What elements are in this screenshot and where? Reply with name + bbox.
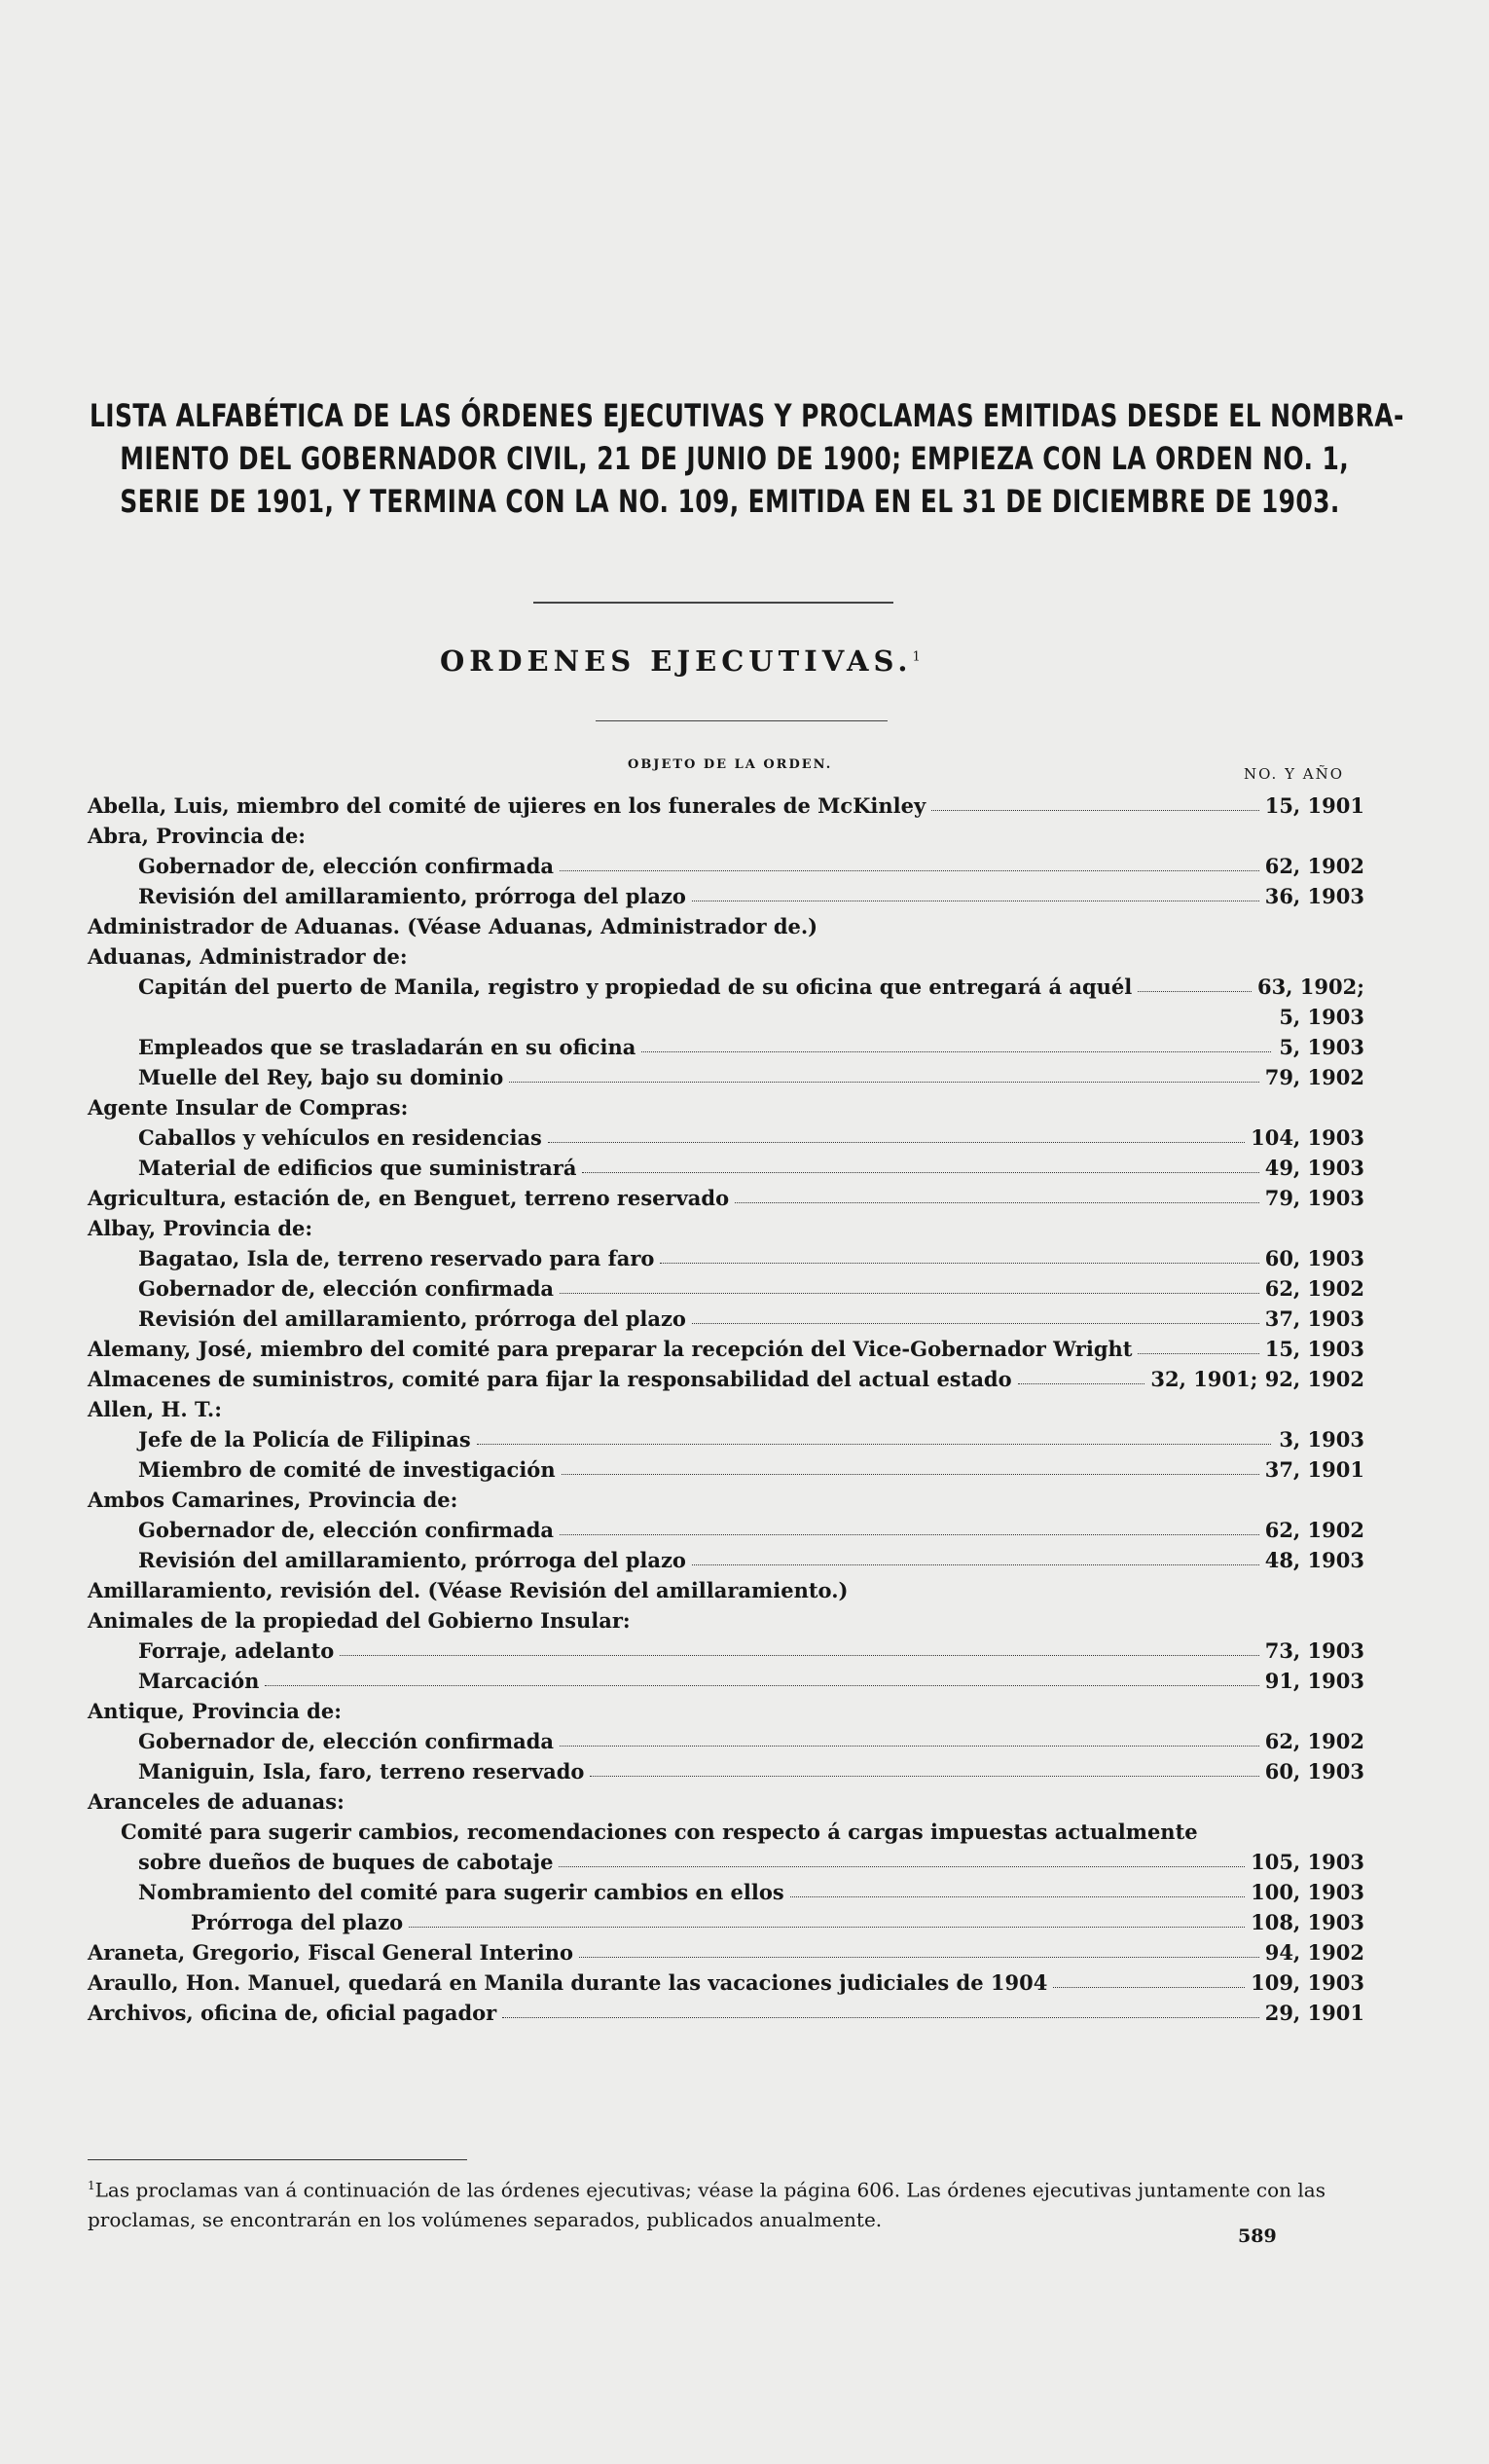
entry-row xyxy=(88,1937,1364,1968)
dot-leader xyxy=(340,1655,1258,1656)
dot-leader xyxy=(502,2017,1258,2018)
entry-row xyxy=(88,1092,1364,1122)
entry-ref: 3, 1903 xyxy=(1279,1427,1364,1452)
dot-leader xyxy=(265,1685,1258,1686)
entry-ref: 48, 1903 xyxy=(1264,1548,1364,1572)
page-number: 589 xyxy=(1238,2225,1277,2247)
entry-text: Administrador de Aduanas. (Véase Aduanas, Administrador de.) xyxy=(88,914,818,938)
entry-row xyxy=(88,1817,1364,1847)
entry-text: Almacenes de suministros, comité para fijar la responsabilidad del actual estado xyxy=(88,1367,1012,1391)
entry-text: Gobernador de, elección confirmada xyxy=(138,1729,555,1753)
entry-ref: 37, 1901 xyxy=(1264,1457,1364,1482)
entry-ref: 63, 1902; xyxy=(1256,975,1364,999)
entry-text: Alemany, José, miembro del comité para preparar la recepción del Vice-Gobernador Wright xyxy=(88,1337,1133,1361)
column-header-subject: OBJETO DE LA ORDEN. xyxy=(628,757,833,772)
entry-row xyxy=(88,1877,1364,1907)
entry-row xyxy=(88,851,1364,881)
entry-text: Araullo, Hon. Manuel, quedará en Manila durante las vacaciones judiciales de 1904 xyxy=(88,1970,1048,1995)
entry-row xyxy=(88,1243,1364,1273)
entry-text: Amillaramiento, revisión del. (Véase Revisión del amillaramiento.) xyxy=(88,1578,849,1602)
dot-leader xyxy=(560,1293,1259,1294)
dot-leader xyxy=(509,1082,1258,1083)
entry-ref: 100, 1903 xyxy=(1251,1880,1364,1904)
entry-row xyxy=(88,1273,1364,1304)
entry-ref: 62, 1902 xyxy=(1264,1276,1364,1301)
entry-ref: 109, 1903 xyxy=(1251,1970,1364,1995)
entry-row xyxy=(88,1002,1364,1032)
entry-row xyxy=(88,1998,1364,2028)
entry-ref: 79, 1902 xyxy=(1264,1065,1364,1089)
section-heading-text: ORDENES EJECUTIVAS. xyxy=(440,644,913,678)
entry-text: Nombramiento del comité para sugerir cambios en ellos xyxy=(138,1880,784,1904)
dot-leader xyxy=(559,1866,1245,1867)
entry-row xyxy=(88,881,1364,911)
entry-row xyxy=(88,821,1364,851)
entry-text: Revisión del amillaramiento, prórroga del plazo xyxy=(138,1306,686,1331)
dot-leader xyxy=(931,810,1259,811)
dot-leader xyxy=(692,1323,1259,1324)
entry-text: Aranceles de aduanas: xyxy=(88,1789,345,1814)
entry-text: Agricultura, estación de, en Benguet, terreno reservado xyxy=(88,1186,730,1210)
dot-leader xyxy=(735,1202,1259,1203)
dot-leader xyxy=(590,1776,1258,1777)
entry-row xyxy=(88,791,1364,821)
entry-row xyxy=(88,1636,1364,1666)
dot-leader xyxy=(579,1957,1259,1958)
entry-ref: 62, 1902 xyxy=(1264,1518,1364,1542)
entry-row xyxy=(88,1968,1364,1998)
entry-row xyxy=(88,1786,1364,1817)
entry-ref: 79, 1903 xyxy=(1264,1186,1364,1210)
entry-row xyxy=(88,1907,1364,1937)
entry-ref: 60, 1903 xyxy=(1264,1759,1364,1784)
entry-text: Antique, Provincia de: xyxy=(88,1699,342,1723)
entry-row xyxy=(88,1485,1364,1515)
dot-leader xyxy=(660,1263,1258,1264)
entry-ref: 15, 1903 xyxy=(1264,1337,1364,1361)
dot-leader xyxy=(1053,1987,1245,1988)
entries-list xyxy=(88,791,1364,2028)
entry-ref: 15, 1901 xyxy=(1264,793,1364,818)
entry-text: Ambos Camarines, Provincia de: xyxy=(88,1488,458,1512)
entry-row xyxy=(88,1666,1364,1696)
dot-leader xyxy=(548,1142,1245,1143)
dot-leader xyxy=(409,1927,1245,1928)
entry-row xyxy=(88,1213,1364,1243)
entry-ref: 29, 1901 xyxy=(1264,2001,1364,2025)
entry-text: Miembro de comité de investigación xyxy=(138,1457,556,1482)
dot-leader xyxy=(560,1746,1259,1747)
entry-text: Allen, H. T.: xyxy=(88,1397,222,1421)
entry-row xyxy=(88,1605,1364,1636)
entry-row xyxy=(88,1122,1364,1153)
entry-row xyxy=(88,1062,1364,1092)
footnote-text: Las proclamas van á continuación de las órdenes ejecutivas; véase la página 606. Las órdenes ejecutivas juntamente con las proclamas, se encontrarán en los volúmenes separados, publicados anualmente. xyxy=(88,2178,1326,2231)
entry-text: Gobernador de, elección confirmada xyxy=(138,1518,555,1542)
dot-leader xyxy=(560,1534,1259,1535)
entry-text: Aduanas, Administrador de: xyxy=(88,944,408,969)
entry-text: Gobernador de, elección confirmada xyxy=(138,854,555,878)
entry-ref: 5, 1903 xyxy=(1279,1005,1364,1029)
footnote-mark: 1 xyxy=(88,2179,95,2192)
entry-text: Animales de la propiedad del Gobierno Insular: xyxy=(88,1608,631,1633)
entry-row xyxy=(88,911,1364,941)
entry-row xyxy=(88,1515,1364,1545)
entry-text: Archivos, oficina de, oficial pagador xyxy=(88,2001,497,2025)
entry-row xyxy=(88,1575,1364,1605)
entry-text: Caballos y vehículos en residencias xyxy=(138,1125,542,1150)
entry-ref: 105, 1903 xyxy=(1251,1850,1364,1874)
entry-row xyxy=(88,1756,1364,1786)
entry-ref: 94, 1902 xyxy=(1264,1940,1364,1965)
entry-text: Albay, Provincia de: xyxy=(88,1216,313,1240)
entry-text: Revisión del amillaramiento, prórroga del plazo xyxy=(138,884,686,908)
section-heading xyxy=(440,644,1024,678)
entry-ref: 104, 1903 xyxy=(1251,1125,1364,1150)
entry-ref: 5, 1903 xyxy=(1279,1035,1364,1059)
dot-leader xyxy=(477,1444,1271,1445)
entry-row xyxy=(88,1726,1364,1756)
title-line: LISTA ALFABÉTICA DE LAS ÓRDENES EJECUTIVAS Y PROCLAMAS EMITIDAS DESDE EL NOMBRA- xyxy=(90,397,1404,434)
entry-text: Muelle del Rey, bajo su dominio xyxy=(138,1065,504,1089)
entry-text: Material de edificios que suministrará xyxy=(138,1156,577,1180)
footnote xyxy=(88,2171,1362,2234)
entry-ref: 32, 1901; 92, 1902 xyxy=(1150,1367,1364,1391)
entry-row xyxy=(88,1183,1364,1213)
entry-row xyxy=(88,1696,1364,1726)
entry-row xyxy=(88,1153,1364,1183)
entry-text: Comité para sugerir cambios, recomendaciones con respecto á cargas impuestas actualmente xyxy=(121,1820,1198,1844)
entry-text: Abra, Provincia de: xyxy=(88,824,307,848)
entry-row xyxy=(88,1454,1364,1485)
column-header-number-year: NO. Y AÑO xyxy=(1244,765,1345,783)
entry-row xyxy=(88,1032,1364,1062)
entry-text: Forraje, adelanto xyxy=(138,1638,335,1663)
dot-leader xyxy=(562,1474,1259,1475)
entry-row xyxy=(88,1334,1364,1364)
entry-text: Gobernador de, elección confirmada xyxy=(138,1276,555,1301)
title-line: MIENTO DEL GOBERNADOR CIVIL, 21 DE JUNIO DE 1900; EMPIEZA CON LA ORDEN NO. 1, xyxy=(120,440,1350,477)
list-title xyxy=(90,394,1404,523)
entry-text: sobre dueños de buques de cabotaje xyxy=(138,1850,554,1874)
entry-row xyxy=(88,1545,1364,1575)
entry-ref: 60, 1903 xyxy=(1264,1246,1364,1270)
entry-row xyxy=(88,1847,1364,1877)
entry-text: Maniguin, Isla, faro, terreno reservado xyxy=(138,1759,585,1784)
entry-ref: 37, 1903 xyxy=(1264,1306,1364,1331)
section-heading-footnote-mark: 1 xyxy=(912,649,921,665)
dot-leader xyxy=(1018,1383,1145,1384)
dot-leader xyxy=(641,1051,1271,1052)
dot-leader xyxy=(582,1172,1258,1173)
entry-row xyxy=(88,1364,1364,1394)
entry-text: Revisión del amillaramiento, prórroga del plazo xyxy=(138,1548,686,1572)
entry-ref: 108, 1903 xyxy=(1251,1910,1364,1934)
entry-text: Capitán del puerto de Manila, registro y propiedad de su oficina que entregará á aquél xyxy=(138,975,1133,999)
entry-row xyxy=(88,1394,1364,1424)
entry-text: Bagatao, Isla de, terreno reservado para faro xyxy=(138,1246,655,1270)
entry-row xyxy=(88,1424,1364,1454)
entry-text: Prórroga del plazo xyxy=(191,1910,404,1934)
entry-row xyxy=(88,941,1364,972)
entry-text: Araneta, Gregorio, Fiscal General Interino xyxy=(88,1940,573,1965)
dot-leader xyxy=(692,1564,1259,1565)
entry-ref: 91, 1903 xyxy=(1264,1669,1364,1693)
footnote-rule xyxy=(88,2159,467,2160)
entry-row xyxy=(88,972,1364,1002)
entry-text: Empleados que se trasladarán en su oficina xyxy=(138,1035,636,1059)
entry-text: Agente Insular de Compras: xyxy=(88,1095,409,1120)
dot-leader xyxy=(1138,991,1252,992)
entry-ref: 49, 1903 xyxy=(1264,1156,1364,1180)
entry-ref: 73, 1903 xyxy=(1264,1638,1364,1663)
title-line: SERIE DE 1901, Y TERMINA CON LA NO. 109, EMITIDA EN EL 31 DE DICIEMBRE DE 1903. xyxy=(120,483,1340,520)
separator-rule xyxy=(533,602,893,604)
dot-leader xyxy=(790,1896,1245,1897)
entry-ref: 62, 1902 xyxy=(1264,854,1364,878)
entry-row xyxy=(88,1304,1364,1334)
entry-text: Abella, Luis, miembro del comité de ujieres en los funerales de McKinley xyxy=(88,793,926,818)
entry-text: Jefe de la Policía de Filipinas xyxy=(138,1427,471,1452)
entry-ref: 62, 1902 xyxy=(1264,1729,1364,1753)
dot-leader xyxy=(560,870,1259,871)
separator-rule xyxy=(596,720,888,721)
entry-text: Marcación xyxy=(138,1669,260,1693)
entry-ref: 36, 1903 xyxy=(1264,884,1364,908)
dot-leader xyxy=(1138,1353,1258,1354)
